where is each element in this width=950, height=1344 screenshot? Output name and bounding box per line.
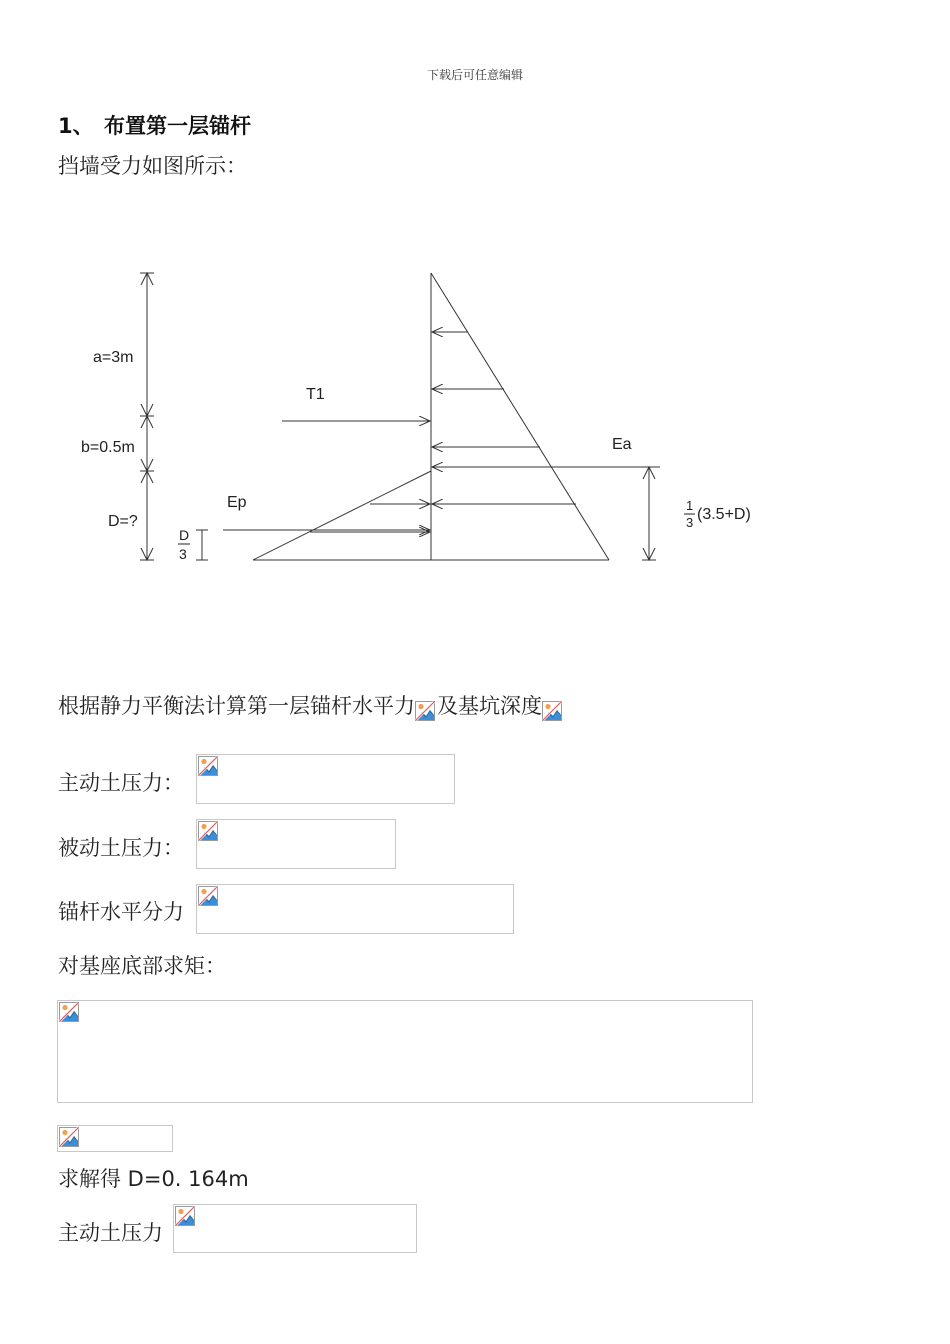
frac-third-den: 3 [686,515,694,530]
label-b: b=0.5m [81,439,135,456]
label-t1: T1 [306,386,325,403]
label-a: a=3m [93,349,134,366]
broken-image-icon [175,1206,195,1226]
broken-image-icon [542,701,564,723]
section-title: 布置第一层锚杆 [104,114,251,138]
frac-d-num: D [179,527,190,543]
broken-image-icon [198,821,218,841]
formula-image-solution [57,1125,173,1152]
solve-result [58,1163,249,1193]
intro-text: 挡墙受力如图所示： [58,154,247,178]
broken-image-icon [59,1127,79,1147]
method-text-part-2: 及基坑深度 [437,694,542,718]
formula-image-moment [57,1000,753,1103]
section-heading [58,110,251,140]
anchor-force-label: 锚杆水平分力 [58,900,184,924]
broken-image-icon [415,701,437,723]
broken-image-icon [198,886,218,906]
method-text [58,690,564,723]
formula-image-active-pressure-2 [173,1204,417,1253]
label-ep: Ep [227,494,247,511]
active-pressure-label: 主动土压力： [58,771,184,795]
moment-label: 对基座底部求矩： [58,954,226,978]
label-ea: Ea [612,436,632,453]
ea-arm-expr: (3.5+D) [697,506,751,523]
active-pressure-label-2: 主动土压力 [58,1221,163,1245]
frac-third-num: 1 [686,498,694,513]
page-header: 下载后可任意编辑 [426,68,523,82]
section-number: 1、 [58,114,94,138]
broken-image-icon [59,1002,79,1022]
formula-image-anchor-force [196,884,514,934]
formula-image-passive-pressure [196,819,396,869]
solve-result-text: 求解得 D=0. 164m [58,1167,249,1191]
frac-d-den: 3 [179,546,187,562]
force-diagram [70,260,790,580]
broken-image-icon [198,756,218,776]
label-d: D=? [108,513,138,530]
method-text-part-1: 根据静力平衡法计算第一层锚杆水平力 [58,694,415,718]
passive-pressure-label: 被动土压力： [58,836,184,860]
formula-image-active-pressure [196,754,455,804]
